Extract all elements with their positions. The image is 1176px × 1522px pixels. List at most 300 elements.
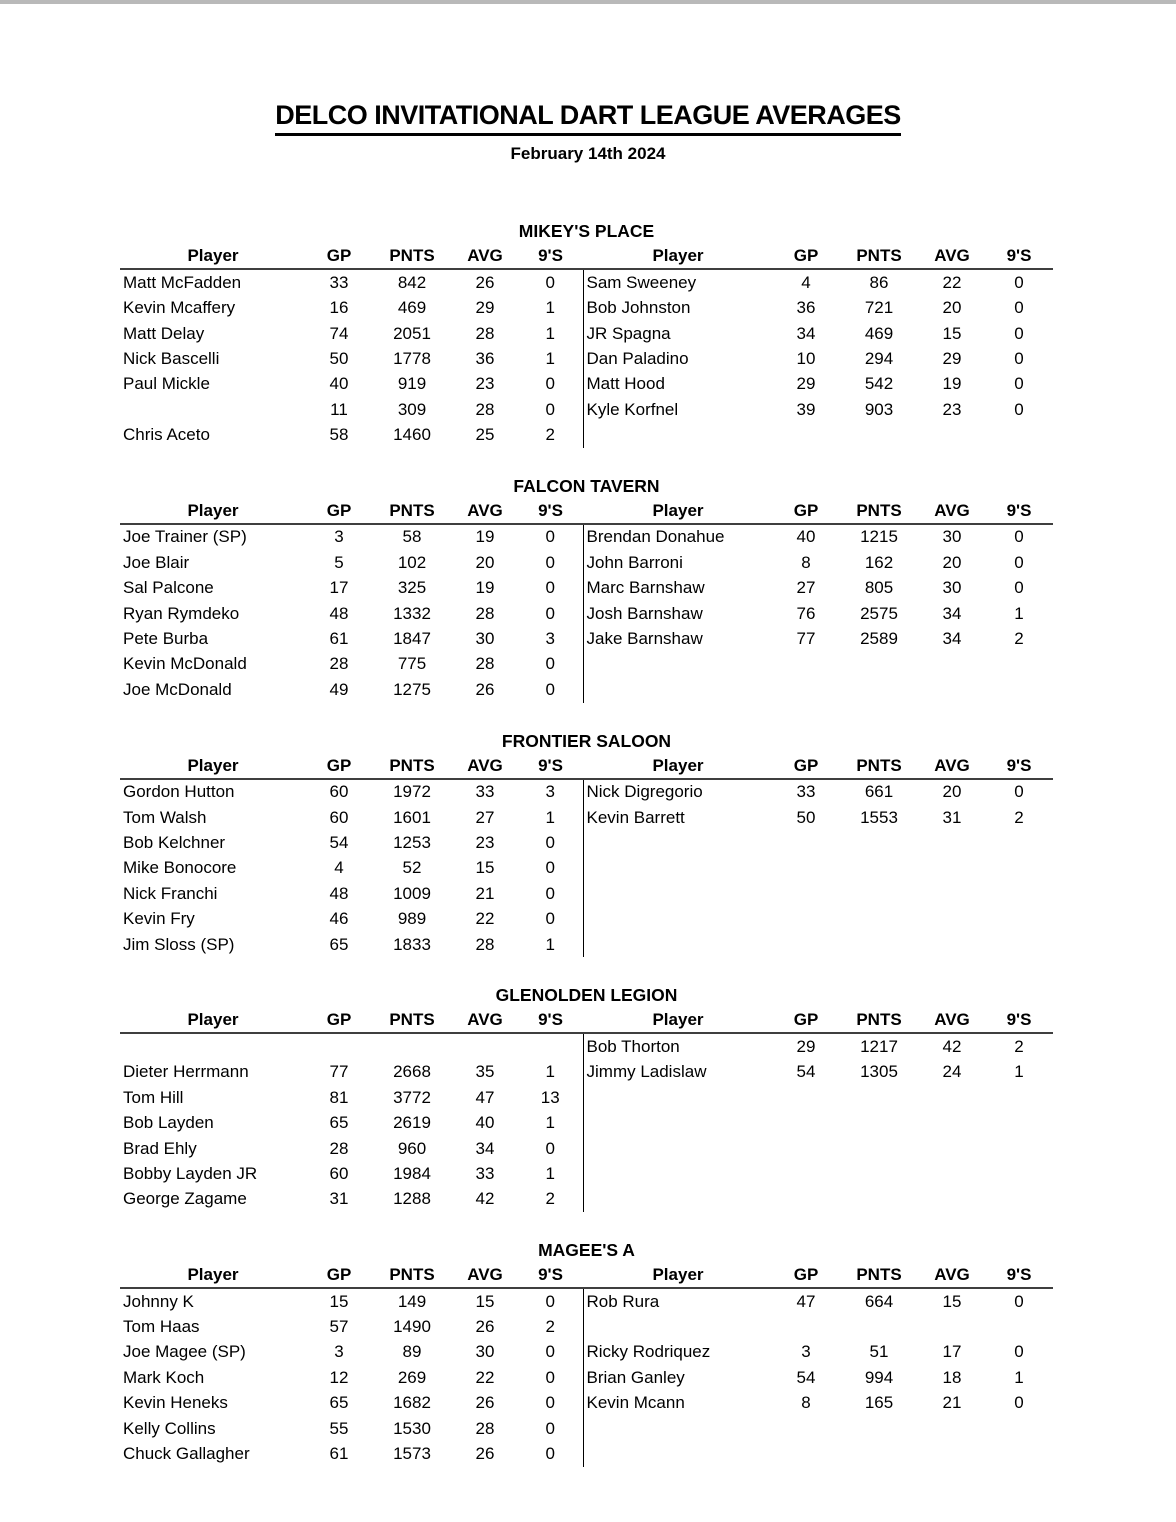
section-title: FALCON TAVERN (513, 475, 660, 496)
player-cell: Kelly Collins (123, 1418, 216, 1438)
player-cell: Dieter Herrmann (123, 1062, 249, 1082)
pnts-cell: 1275 (393, 679, 431, 699)
table-row (120, 932, 1053, 957)
player-cell: Bob Johnston (583, 295, 773, 320)
avg-cell (919, 422, 985, 447)
avg-cell (919, 1161, 985, 1186)
player-cell: Josh Barnshaw (583, 601, 773, 626)
gp-cell: 8 (801, 552, 811, 572)
player-cell (583, 1416, 773, 1441)
nines-cell: 3 (545, 629, 555, 649)
pnts-cell: 1972 (393, 782, 431, 802)
nines-cell: 0 (1014, 399, 1024, 419)
avg-cell: 28 (475, 1418, 495, 1438)
nines-cell (985, 1416, 1053, 1441)
player-cell: Rob Rura (583, 1288, 773, 1314)
col-header-nines: 9'S (518, 1263, 583, 1288)
pnts-cell (839, 1187, 919, 1212)
nines-cell (985, 652, 1053, 677)
pnts-cell: 994 (864, 1367, 894, 1387)
player-cell: Jake Barnshaw (583, 626, 773, 651)
col-header-avg: AVG (919, 244, 985, 269)
gp-cell: 65 (329, 934, 349, 954)
player-cell: Sal Palcone (123, 578, 214, 598)
page-title: DELCO INVITATIONAL DART LEAGUE AVERAGES (275, 100, 901, 136)
player-cell: Tom Walsh (123, 807, 207, 827)
nines-cell: 2 (545, 1317, 555, 1337)
gp-cell (773, 1110, 839, 1135)
col-header-gp: GP (773, 754, 839, 779)
pnts-cell: 52 (402, 858, 422, 878)
nines-cell: 0 (545, 1444, 555, 1464)
nines-cell: 0 (545, 654, 555, 674)
player-cell: Mark Koch (123, 1367, 205, 1387)
nines-cell (985, 1136, 1053, 1161)
player-cell: Kevin McDonald (123, 654, 247, 674)
player-cell (583, 830, 773, 855)
pnts-cell: 325 (397, 578, 427, 598)
gp-cell: 50 (796, 807, 816, 827)
player-cell: Chuck Gallagher (123, 1444, 250, 1464)
pnts-cell: 664 (864, 1291, 894, 1311)
nines-cell: 0 (545, 603, 555, 623)
col-header-avg: AVG (919, 499, 985, 524)
pnts-cell: 3772 (393, 1087, 431, 1107)
col-header-pnts: PNTS (372, 244, 452, 269)
nines-cell: 0 (545, 883, 555, 903)
nines-cell (985, 677, 1053, 702)
avg-cell (919, 1110, 985, 1135)
pnts-cell: 1460 (393, 425, 431, 445)
player-cell: Jim Sloss (SP) (123, 934, 235, 954)
table-row (120, 677, 1053, 702)
gp-cell: 61 (329, 1444, 349, 1464)
col-header-gp: GP (773, 499, 839, 524)
player-cell: Marc Barnshaw (583, 576, 773, 601)
avg-cell: 29 (942, 348, 962, 368)
avg-cell (919, 677, 985, 702)
avg-cell: 29 (475, 298, 495, 318)
avg-cell: 27 (475, 807, 495, 827)
gp-cell (773, 677, 839, 702)
pnts-cell (839, 652, 919, 677)
gp-cell: 58 (329, 425, 349, 445)
gp-cell: 28 (329, 654, 349, 674)
player-cell: Joe Blair (123, 552, 190, 572)
nines-cell: 1 (1014, 1062, 1024, 1082)
nines-cell: 0 (545, 1367, 555, 1387)
gp-cell: 61 (329, 629, 349, 649)
table-row (120, 1085, 1053, 1110)
gp-cell (773, 1085, 839, 1110)
gp-cell: 74 (329, 323, 349, 343)
gp-cell: 33 (329, 272, 349, 292)
avg-cell: 15 (942, 1291, 962, 1311)
player-cell (583, 881, 773, 906)
pnts-cell (839, 1110, 919, 1135)
player-cell: Matt Hood (583, 372, 773, 397)
gp-cell: 54 (329, 832, 349, 852)
gp-cell: 60 (329, 1163, 349, 1183)
nines-cell: 13 (540, 1087, 560, 1107)
nines-cell: 1 (545, 1113, 555, 1133)
pnts-cell: 1009 (393, 883, 431, 903)
pnts-cell (839, 932, 919, 957)
player-cell: Nick Digregorio (583, 779, 773, 805)
avg-cell: 20 (475, 552, 495, 572)
col-header-pnts: PNTS (839, 1008, 919, 1033)
player-cell: Joe McDonald (123, 679, 232, 699)
pnts-cell: 842 (397, 272, 427, 292)
player-cell: JR Spagna (583, 321, 773, 346)
pnts-cell (839, 677, 919, 702)
nines-cell: 1 (545, 1062, 555, 1082)
avg-cell: 26 (475, 272, 495, 292)
col-header-player: Player (120, 1263, 306, 1288)
col-header-player: Player (583, 1008, 773, 1033)
pnts-cell: 1305 (860, 1062, 898, 1082)
gp-cell (773, 1314, 839, 1339)
nines-cell: 0 (545, 374, 555, 394)
col-header-nines: 9'S (985, 499, 1053, 524)
avg-cell: 26 (475, 679, 495, 699)
avg-cell (919, 856, 985, 881)
gp-cell: 50 (329, 348, 349, 368)
nines-cell: 1 (545, 298, 555, 318)
pnts-cell: 1332 (393, 603, 431, 623)
averages-table (120, 244, 1053, 448)
player-cell (583, 1085, 773, 1110)
col-header-avg: AVG (452, 244, 518, 269)
gp-cell: 46 (329, 909, 349, 929)
col-header-player: Player (583, 1263, 773, 1288)
nines-cell: 0 (545, 1138, 555, 1158)
table-row (120, 295, 1053, 320)
table-row (120, 1136, 1053, 1161)
pnts-cell: 1288 (393, 1189, 431, 1209)
player-cell: Brad Ehly (123, 1138, 197, 1158)
col-header-nines: 9'S (985, 754, 1053, 779)
nines-cell: 0 (545, 399, 555, 419)
col-header-nines: 9'S (518, 244, 583, 269)
nines-cell: 0 (545, 552, 555, 572)
nines-cell: 0 (1014, 527, 1024, 547)
gp-cell: 54 (796, 1367, 816, 1387)
gp-cell: 8 (801, 1393, 811, 1413)
table-row (120, 805, 1053, 830)
nines-cell: 0 (545, 909, 555, 929)
avg-cell: 33 (475, 1163, 495, 1183)
player-cell (583, 1136, 773, 1161)
header-row (120, 754, 1053, 779)
col-header-nines: 9'S (985, 244, 1053, 269)
section-title: MIKEY'S PLACE (518, 221, 655, 242)
player-cell (583, 856, 773, 881)
col-header-pnts: PNTS (372, 1008, 452, 1033)
nines-cell: 0 (545, 1342, 555, 1362)
table-row (120, 321, 1053, 346)
pnts-cell: 149 (397, 1291, 427, 1311)
table-row (120, 524, 1053, 550)
gp-cell: 5 (334, 552, 344, 572)
nines-cell: 0 (1014, 374, 1024, 394)
header-row (120, 499, 1053, 524)
col-header-player: Player (120, 1008, 306, 1033)
player-cell: Paul Mickle (123, 374, 210, 394)
nines-cell: 0 (1014, 578, 1024, 598)
nines-cell: 0 (545, 1291, 555, 1311)
avg-cell: 17 (942, 1342, 962, 1362)
nines-cell: 0 (545, 272, 555, 292)
gp-cell (773, 830, 839, 855)
player-cell: Kevin Heneks (123, 1393, 228, 1413)
nines-cell (985, 830, 1053, 855)
pnts-cell: 1490 (393, 1317, 431, 1337)
pnts-cell: 86 (869, 272, 889, 292)
avg-cell: 40 (475, 1113, 495, 1133)
player-cell (583, 1161, 773, 1186)
avg-cell (919, 1416, 985, 1441)
table-row (120, 1110, 1053, 1135)
pnts-cell: 162 (864, 552, 894, 572)
nines-cell: 0 (545, 578, 555, 598)
table-row (120, 1391, 1053, 1416)
table-row (120, 830, 1053, 855)
pnts-cell: 1847 (393, 629, 431, 649)
gp-cell: 55 (329, 1418, 349, 1438)
section-title: GLENOLDEN LEGION (495, 985, 678, 1006)
avg-cell: 28 (475, 323, 495, 343)
pnts-cell: 469 (397, 298, 427, 318)
player-cell: Matt Delay (123, 323, 205, 343)
avg-cell: 34 (942, 629, 962, 649)
avg-cell: 34 (475, 1138, 495, 1158)
section-title: MAGEE'S A (538, 1239, 635, 1260)
gp-cell (773, 1161, 839, 1186)
gp-cell: 27 (796, 578, 816, 598)
gp-cell: 77 (329, 1062, 349, 1082)
gp-cell: 34 (796, 323, 816, 343)
gp-cell: 17 (329, 578, 349, 598)
player-cell (583, 932, 773, 957)
avg-cell: 19 (475, 578, 495, 598)
pnts-cell: 1833 (393, 934, 431, 954)
nines-cell: 2 (1014, 1036, 1024, 1056)
pnts-cell: 903 (864, 399, 894, 419)
avg-cell: 33 (475, 782, 495, 802)
nines-cell: 0 (1014, 1342, 1024, 1362)
page-date: February 14th 2024 (510, 144, 666, 164)
player-cell: Nick Franchi (123, 883, 218, 903)
player-cell (583, 677, 773, 702)
pnts-cell (839, 422, 919, 447)
player-cell: Tom Haas (123, 1317, 200, 1337)
avg-cell (919, 1441, 985, 1466)
gp-cell: 11 (330, 399, 348, 419)
col-header-pnts: PNTS (372, 499, 452, 524)
pnts-cell: 2619 (393, 1113, 431, 1133)
gp-cell: 4 (801, 272, 811, 292)
avg-cell (919, 906, 985, 931)
gp-cell (306, 1033, 372, 1059)
nines-cell (985, 881, 1053, 906)
gp-cell: 57 (329, 1317, 349, 1337)
table-row (120, 346, 1053, 371)
player-cell: Ricky Rodriquez (583, 1340, 773, 1365)
player-cell: Kevin Fry (123, 909, 195, 929)
col-header-nines: 9'S (518, 754, 583, 779)
avg-cell: 20 (942, 782, 962, 802)
avg-cell: 20 (942, 552, 962, 572)
avg-cell: 15 (475, 1291, 495, 1311)
col-header-avg: AVG (919, 1263, 985, 1288)
gp-cell (773, 906, 839, 931)
avg-cell: 47 (475, 1087, 495, 1107)
title-block (0, 4, 1176, 136)
avg-cell: 34 (942, 603, 962, 623)
player-cell: Bobby Layden JR (123, 1163, 258, 1183)
nines-cell: 1 (1014, 1367, 1024, 1387)
gp-cell: 31 (329, 1189, 349, 1209)
player-cell: Tom Hill (123, 1087, 184, 1107)
averages-table (120, 1263, 1053, 1467)
gp-cell: 39 (796, 399, 816, 419)
avg-cell: 36 (475, 348, 495, 368)
player-cell: Ryan Rymdeko (123, 603, 240, 623)
gp-cell: 15 (329, 1291, 349, 1311)
gp-cell (773, 1136, 839, 1161)
pnts-cell: 1253 (393, 832, 431, 852)
pnts-cell: 102 (397, 552, 427, 572)
player-cell (583, 1441, 773, 1466)
table-row (120, 576, 1053, 601)
table-row (120, 1441, 1053, 1466)
player-cell: Bob Kelchner (123, 832, 226, 852)
col-header-gp: GP (306, 1263, 372, 1288)
nines-cell: 0 (545, 832, 555, 852)
col-header-nines: 9'S (518, 499, 583, 524)
nines-cell: 1 (545, 323, 555, 343)
averages-table (120, 499, 1053, 703)
nines-cell: 0 (545, 858, 555, 878)
avg-cell (452, 1033, 518, 1059)
player-cell (120, 397, 306, 422)
table-row (120, 397, 1053, 422)
col-header-pnts: PNTS (839, 754, 919, 779)
avg-cell (919, 652, 985, 677)
nines-cell: 0 (545, 679, 555, 699)
player-cell: Kyle Korfnel (583, 397, 773, 422)
pnts-cell (839, 830, 919, 855)
pnts-cell: 1984 (393, 1163, 431, 1183)
player-cell: Sam Sweeney (583, 269, 773, 295)
gp-cell: 12 (329, 1367, 349, 1387)
gp-cell: 29 (796, 374, 816, 394)
player-cell (583, 422, 773, 447)
nines-cell: 0 (1014, 1291, 1024, 1311)
pnts-cell (839, 881, 919, 906)
player-cell (120, 1033, 306, 1059)
player-cell: Jimmy Ladislaw (583, 1060, 773, 1085)
nines-cell (518, 1033, 583, 1059)
nines-cell (985, 856, 1053, 881)
nines-cell: 2 (1014, 629, 1024, 649)
player-cell: Dan Paladino (583, 346, 773, 371)
nines-cell: 3 (545, 782, 555, 802)
table-row (120, 1033, 1053, 1059)
avg-cell: 35 (475, 1062, 495, 1082)
nines-cell (985, 1110, 1053, 1135)
gp-cell: 29 (796, 1036, 816, 1056)
table-row (120, 856, 1053, 881)
gp-cell: 3 (801, 1342, 811, 1362)
player-cell: Nick Bascelli (123, 348, 220, 368)
pnts-cell: 1601 (393, 807, 431, 827)
gp-cell (773, 856, 839, 881)
col-header-gp: GP (306, 754, 372, 779)
avg-cell: 23 (942, 399, 962, 419)
col-header-avg: AVG (452, 1008, 518, 1033)
gp-cell: 36 (796, 298, 816, 318)
pnts-cell (839, 1314, 919, 1339)
player-cell: Matt McFadden (123, 272, 242, 292)
col-header-nines: 9'S (518, 1008, 583, 1033)
pnts-cell: 542 (864, 374, 894, 394)
table-row (120, 906, 1053, 931)
table-row (120, 1187, 1053, 1212)
player-cell: Bob Layden (123, 1113, 214, 1133)
gp-cell: 60 (329, 782, 349, 802)
table-row (120, 601, 1053, 626)
col-header-gp: GP (306, 1008, 372, 1033)
avg-cell (919, 1085, 985, 1110)
pnts-cell (372, 1033, 452, 1059)
player-cell: Chris Aceto (123, 425, 210, 445)
table-row (120, 626, 1053, 651)
pnts-cell: 1682 (393, 1393, 431, 1413)
pnts-cell: 469 (864, 323, 894, 343)
pnts-cell: 165 (864, 1393, 894, 1413)
col-header-player: Player (120, 244, 306, 269)
gp-cell: 60 (329, 807, 349, 827)
gp-cell: 48 (329, 603, 349, 623)
gp-cell: 49 (329, 679, 349, 699)
avg-cell: 19 (475, 527, 495, 547)
col-header-gp: GP (773, 1008, 839, 1033)
player-cell: Johnny K (123, 1291, 194, 1311)
sections-container (120, 218, 1053, 1467)
col-header-avg: AVG (452, 754, 518, 779)
avg-cell (919, 881, 985, 906)
avg-cell: 30 (475, 629, 495, 649)
col-header-avg: AVG (452, 499, 518, 524)
pnts-cell: 269 (397, 1367, 427, 1387)
col-header-pnts: PNTS (372, 1263, 452, 1288)
avg-cell: 26 (475, 1317, 495, 1337)
gp-cell: 33 (796, 782, 816, 802)
pnts-cell: 1553 (860, 807, 898, 827)
pnts-cell: 1530 (393, 1418, 431, 1438)
table-row (120, 1416, 1053, 1441)
col-header-pnts: PNTS (372, 754, 452, 779)
col-header-player: Player (583, 499, 773, 524)
player-cell: Pete Burba (123, 629, 209, 649)
avg-cell: 22 (942, 272, 962, 292)
avg-cell: 28 (475, 934, 495, 954)
avg-cell: 26 (475, 1393, 495, 1413)
nines-cell: 1 (545, 1163, 555, 1183)
gp-cell (773, 1416, 839, 1441)
